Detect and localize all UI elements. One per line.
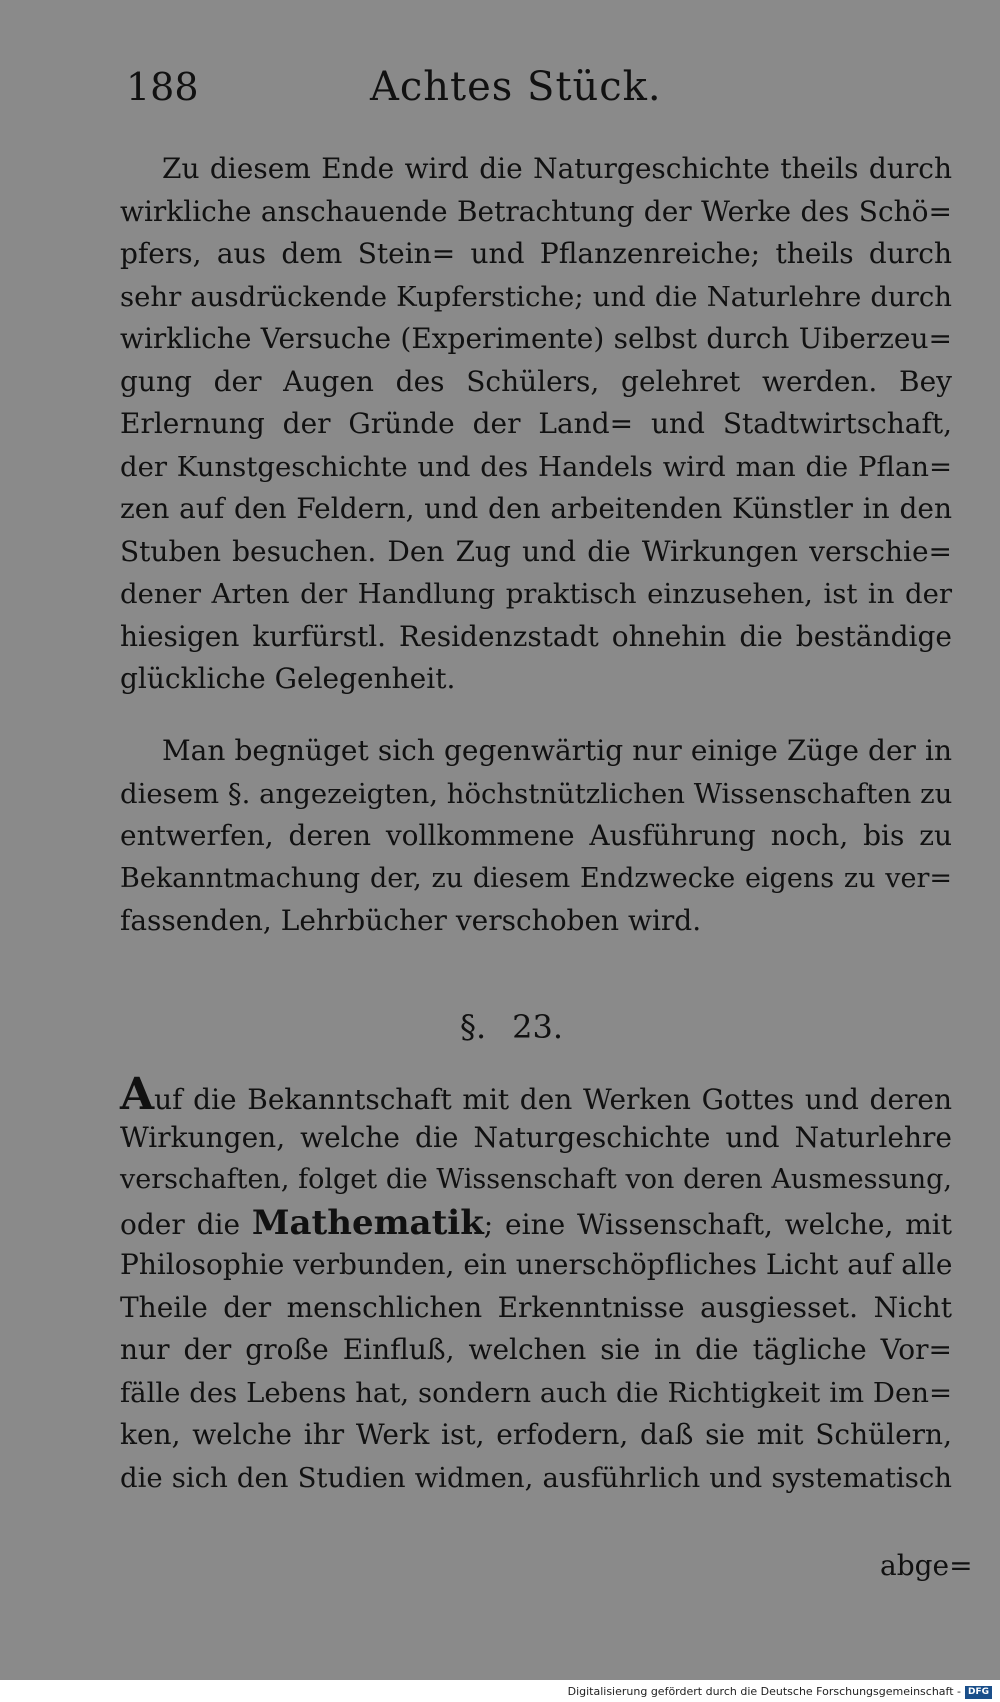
- text-line: fassenden, Lehrbücher verschoben wird.: [120, 904, 702, 937]
- text-line: Man begnüget sich gegenwärtig nur einige Züge der in: [162, 734, 952, 767]
- text-line: dener Arten der Handlung praktisch einzusehen, ist in der: [120, 578, 952, 610]
- text-line: sehr ausdrückende Kupferstiche; und die Naturlehre durch: [120, 280, 952, 313]
- paragraph-2: [120, 730, 952, 943]
- page-number: 188: [126, 65, 199, 109]
- text-line: ken, welche ihr Werk ist, erfodern, daß sie mit Schülern,: [120, 1418, 952, 1451]
- text-line: gung der Augen des Schülers, gelehret werden. Bey: [120, 364, 952, 398]
- emphasized-term: Mathematik: [251, 1202, 484, 1243]
- text-line: entwerfen, deren vollkommene Ausführung noch, bis zu: [120, 819, 952, 852]
- text-segment: uf die Bekanntschaft mit den Werken Gottes und deren: [154, 1083, 952, 1116]
- text-segment: ; eine Wissenschaft, welche, mit: [483, 1207, 952, 1241]
- running-title: Achtes Stück.: [370, 64, 662, 110]
- text-segment: oder die: [120, 1207, 252, 1241]
- section-heading: [460, 1002, 589, 1052]
- text-line: nur der große Einfluß, welchen sie in die tägliche Vor=: [120, 1333, 952, 1366]
- text-line: Bekanntmachung der, zu diesem Endzwecke eigens zu ver=: [120, 862, 952, 894]
- section-number: 23.: [512, 1008, 564, 1046]
- dfg-logo: DFG: [965, 1686, 992, 1699]
- text-line: wirkliche Versuche (Experimente) selbst durch Uiberzeu=: [120, 322, 952, 355]
- text-line: wirkliche anschauende Betrachtung der Werke des Schö=: [120, 194, 952, 228]
- text-line: Stuben besuchen. Den Zug und die Wirkungen verschie=: [120, 534, 952, 568]
- text-line: diesem §. angezeigten, höchstnützlichen Wissenschaften zu: [120, 777, 953, 810]
- text-line: pfers, aus dem Stein= und Pflanzenreiche; theils durch: [120, 237, 952, 270]
- paragraph-3: [120, 1069, 953, 1499]
- footer-text: Digitalisierung gefördert durch die Deutsche Forschungsgemeinschaft -: [567, 1685, 961, 1698]
- text-line: Theile der menschlichen Erkenntnisse ausgiesset. Nicht: [120, 1290, 952, 1324]
- section-mark: §.: [460, 1008, 487, 1046]
- text-line: [120, 1202, 952, 1245]
- text-line: hiesigen kurfürstl. Residenzstadt ohnehin die beständige: [120, 619, 952, 653]
- initial-letter: A: [120, 1069, 155, 1120]
- text-line: [120, 1069, 952, 1120]
- text-line: der Kunstgeschichte und des Handels wird man die Pflan=: [120, 450, 952, 483]
- page-header: [120, 62, 960, 122]
- text-line: Philosophie verbunden, ein unerschöpfliches Licht auf alle: [120, 1248, 953, 1281]
- catchword: abge=: [880, 1549, 973, 1582]
- text-line: fälle des Lebens hat, sondern auch die Richtigkeit im Den=: [120, 1376, 952, 1409]
- text-line: Erlernung der Gründe der Land= und Stadtwirtschaft,: [120, 407, 952, 440]
- text-line: glückliche Gelegenheit.: [120, 662, 456, 695]
- text-line: Wirkungen, welche die Naturgeschichte und Naturlehre: [120, 1120, 952, 1154]
- text-line: die sich den Studien widmen, ausführlich und systematisch: [120, 1461, 952, 1494]
- text-line: Zu diesem Ende wird die Naturgeschichte theils durch: [162, 152, 952, 185]
- digitization-footer: [568, 1683, 992, 1701]
- text-line: verschaften, folget die Wissenschaft von deren Ausmessung,: [120, 1164, 952, 1195]
- paragraph-1: [120, 148, 952, 701]
- text-line: zen auf den Feldern, und den arbeitenden Künstler in den: [120, 492, 952, 525]
